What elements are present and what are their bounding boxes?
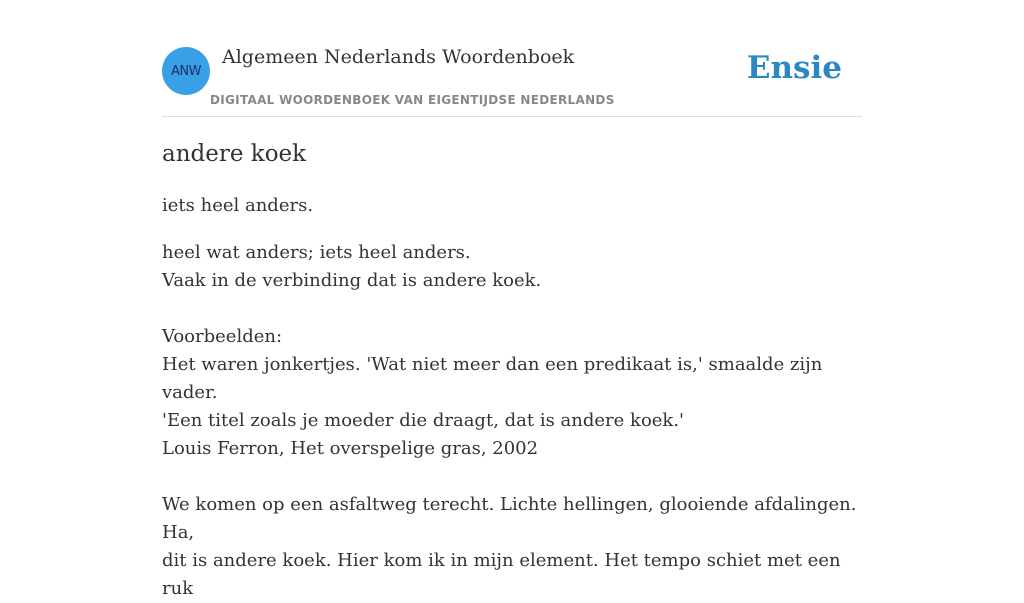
example-line: Het waren jonkertjes. 'Wat niet meer dan een predikaat is,' smaalde zijn vader. [162,354,823,403]
examples-heading: Voorbeelden: [162,326,283,347]
blank-line [162,463,862,491]
site-title[interactable]: Algemeen Nederlands Woordenboek [222,46,575,68]
entry-definition: iets heel anders. [162,195,314,216]
entry-term: andere koek [162,141,307,167]
entry-body [162,239,862,603]
example-line: dit is andere koek. Hier kom ik in mijn element. Het tempo schiet met een ruk [162,550,841,599]
example-line: We komen op een asfaltweg terecht. Lichte hellingen, glooiende afdalingen. Ha, [162,494,857,543]
blank-line [162,295,862,323]
site-header [162,0,862,117]
logo-text: ANW [171,63,201,79]
entry-content [162,138,862,603]
anw-logo[interactable] [162,47,210,95]
body-line: heel wat anders; iets heel anders. [162,242,471,263]
ensie-brand-link[interactable]: Ensie [746,50,842,86]
example-source: Louis Ferron, Het overspelige gras, 2002 [162,438,539,459]
site-subtitle: DIGITAAL WOORDENBOEK VAN EIGENTIJDSE NEDERLANDS [210,93,615,107]
body-line: Vaak in de verbinding dat is andere koek. [162,270,542,291]
example-line: 'Een titel zoals je moeder die draagt, dat is andere koek.' [162,410,685,431]
